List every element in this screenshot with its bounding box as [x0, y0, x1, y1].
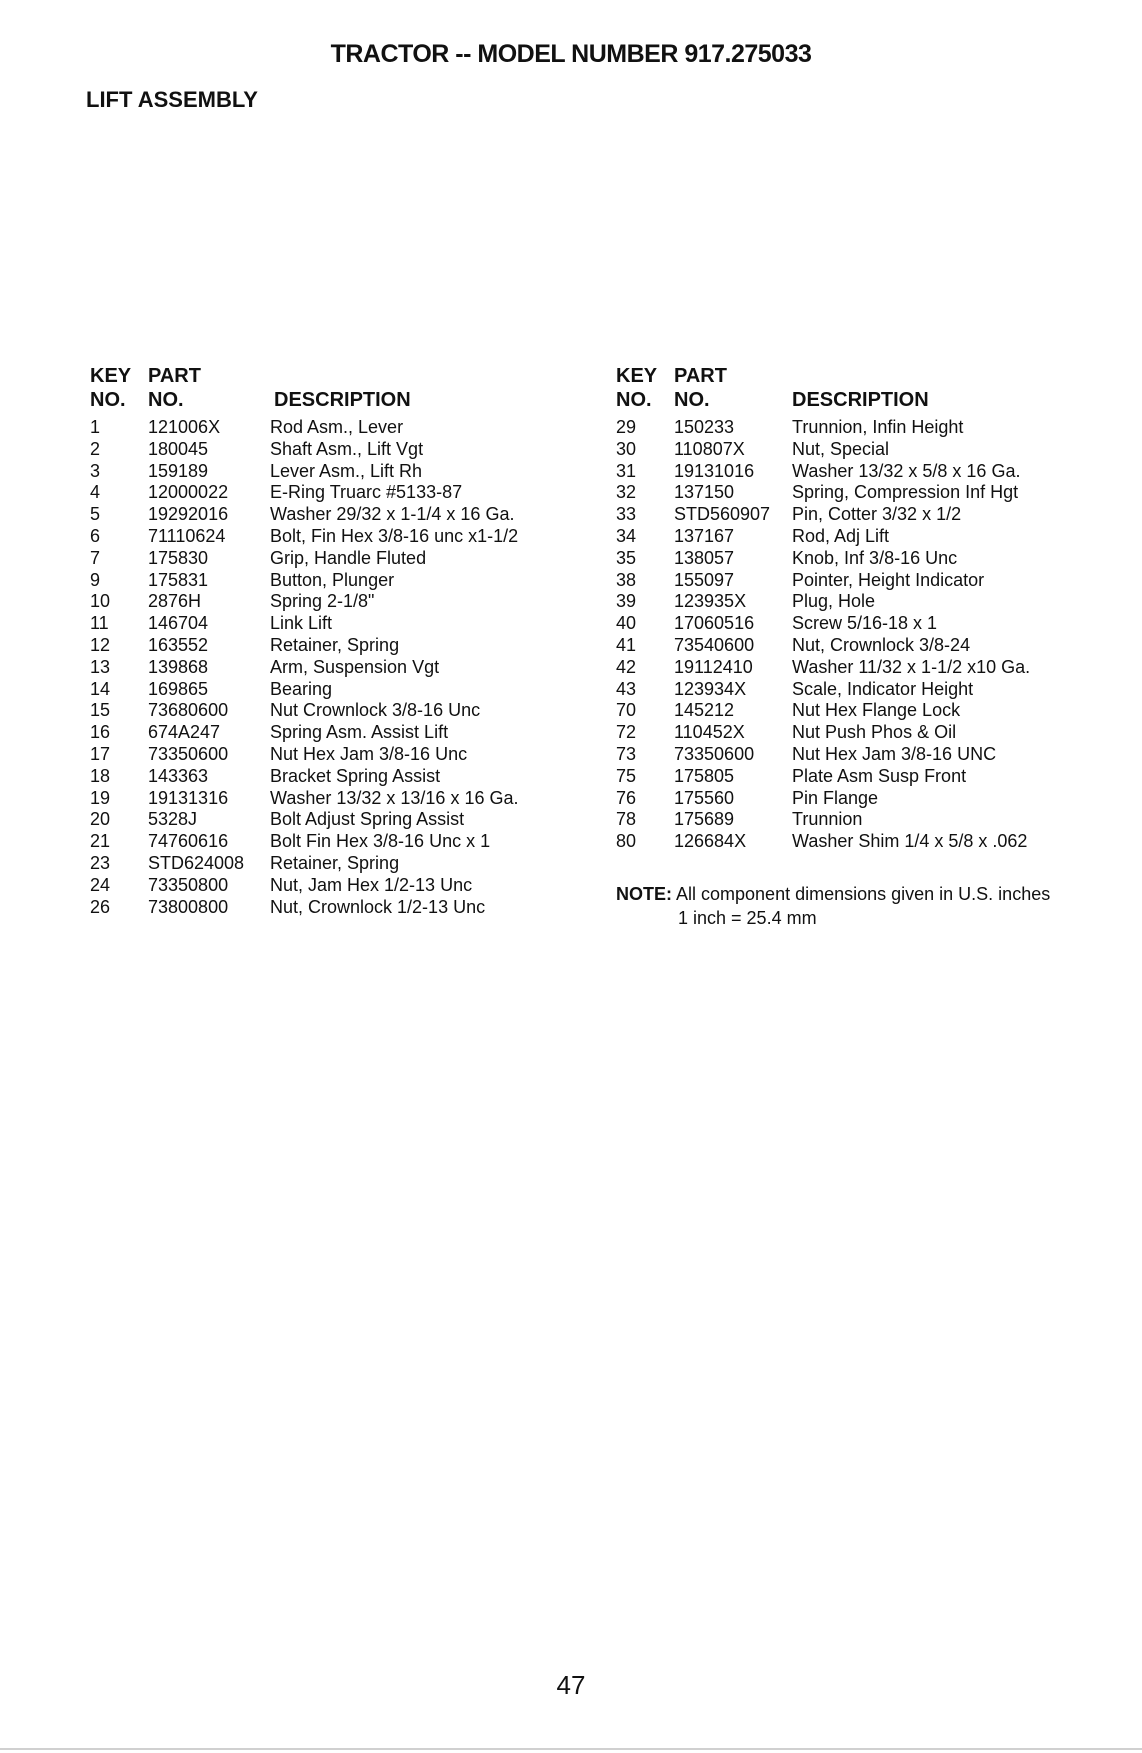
part-description: Trunnion, Infin Height — [792, 417, 964, 437]
part-number: 19112410 — [674, 656, 753, 677]
key-number: 80 — [616, 831, 637, 852]
part-number: 126684X — [674, 831, 747, 852]
part-description: Bracket Spring Assist — [270, 765, 441, 786]
part-description: Washer 11/32 x 1-1/2 x10 Ga. — [792, 656, 1031, 677]
key-number: 11 — [90, 613, 109, 634]
key-number: 78 — [616, 809, 637, 830]
key-no-header: NO. — [616, 389, 652, 411]
part-number: 73350600 — [148, 743, 229, 764]
part-description: Retainer, Spring — [270, 852, 400, 873]
part-description: Lever Asm., Lift Rh — [270, 460, 423, 481]
part-no-header: NO. — [148, 389, 184, 411]
part-description: Retainer, Spring — [270, 634, 400, 655]
part-description: Nut Hex Jam 3/8-16 Unc — [270, 743, 468, 764]
key-number: 6 — [90, 525, 101, 546]
page-title: TRACTOR -- MODEL NUMBER 917.275033 — [330, 40, 812, 68]
part-number: 137150 — [674, 482, 735, 503]
key-number: 2 — [90, 438, 101, 459]
part-number: 110807X — [674, 438, 745, 459]
part-number: 155097 — [674, 569, 735, 590]
key-number: 33 — [616, 504, 637, 525]
part-description: Trunnion — [792, 809, 863, 830]
part-number: 73800800 — [148, 896, 229, 917]
part-description: E-Ring Truarc #5133-87 — [270, 482, 463, 503]
part-number: 138057 — [674, 547, 735, 568]
key-number: 26 — [90, 896, 111, 917]
part-number: 19131016 — [674, 460, 755, 481]
key-number: 40 — [616, 613, 637, 634]
part-description: Link Lift — [270, 613, 333, 634]
part-description: Grip, Handle Fluted — [270, 547, 427, 568]
key-no-header: NO. — [90, 389, 126, 411]
part-number: 19292016 — [148, 504, 229, 525]
part-number: 73350800 — [148, 874, 229, 895]
part-description: Screw 5/16-18 x 1 — [792, 613, 938, 634]
key-number: 43 — [616, 678, 637, 699]
part-number: 71110624 — [148, 525, 226, 546]
part-description: Rod Asm., Lever — [270, 417, 404, 437]
key-number: 30 — [616, 438, 637, 459]
part-number: 150233 — [674, 417, 735, 437]
part-number: 123935X — [674, 591, 747, 612]
key-number: 3 — [90, 460, 101, 481]
note-text: All component dimensions given in U.S. inches — [676, 884, 1051, 904]
note-label: NOTE: — [616, 884, 672, 904]
page-number: 47 — [556, 1670, 586, 1700]
key-number: 42 — [616, 656, 637, 677]
part-number: STD624008 — [148, 852, 245, 873]
key-number: 70 — [616, 700, 637, 721]
dimensions-note — [616, 882, 1050, 930]
part-description: Nut, Jam Hex 1/2-13 Unc — [270, 874, 473, 895]
part-description: Plate Asm Susp Front — [792, 765, 967, 786]
key-number: 20 — [90, 809, 111, 830]
part-description: Washer 13/32 x 13/16 x 16 Ga. — [270, 787, 519, 808]
part-description: Pointer, Height Indicator — [792, 569, 985, 590]
part-number: 159189 — [148, 460, 209, 481]
scan-edge-line — [0, 1748, 1142, 1750]
key-number: 7 — [90, 547, 101, 568]
key-number: 72 — [616, 722, 637, 743]
key-number: 39 — [616, 591, 637, 612]
key-number: 4 — [90, 482, 101, 503]
part-number: 73540600 — [674, 634, 755, 655]
part-number: 110452X — [674, 722, 745, 743]
part-number: 146704 — [148, 613, 209, 634]
part-number: 2876H — [148, 591, 202, 612]
part-number: STD560907 — [674, 504, 771, 525]
part-description: Nut, Special — [792, 438, 890, 459]
part-number: 145212 — [674, 700, 735, 721]
part-description: Spring Asm. Assist Lift — [270, 722, 449, 743]
part-description: Scale, Indicator Height — [792, 678, 974, 699]
part-description: Plug, Hole — [792, 591, 876, 612]
description-header: DESCRIPTION — [274, 389, 411, 411]
part-description: Bolt Adjust Spring Assist — [270, 809, 465, 830]
part-description: Bearing — [270, 678, 333, 699]
description-header: DESCRIPTION — [792, 389, 929, 411]
part-number: 121006X — [148, 417, 221, 437]
part-number: 5328J — [148, 809, 198, 830]
part-header: PART — [148, 365, 201, 387]
part-no-header: NO. — [674, 389, 710, 411]
section-title: LIFT ASSEMBLY — [86, 87, 258, 112]
key-number: 76 — [616, 787, 637, 808]
part-header: PART — [674, 365, 727, 387]
part-number: 73350600 — [674, 743, 755, 764]
part-number: 175831 — [148, 569, 209, 590]
part-number: 19131316 — [148, 787, 229, 808]
key-number: 34 — [616, 525, 637, 546]
key-number: 32 — [616, 482, 637, 503]
part-number: 17060516 — [674, 613, 755, 634]
part-description: Bolt Fin Hex 3/8-16 Unc x 1 — [270, 831, 491, 852]
key-number: 19 — [90, 787, 111, 808]
part-number: 143363 — [148, 765, 209, 786]
part-description: Rod, Adj Lift — [792, 525, 890, 546]
key-number: 29 — [616, 417, 637, 437]
part-description: Washer Shim 1/4 x 5/8 x .062 — [792, 831, 1028, 852]
part-description: Nut, Crownlock 3/8-24 — [792, 634, 971, 655]
key-number: 21 — [90, 831, 111, 852]
part-description: Shaft Asm., Lift Vgt — [270, 438, 424, 459]
part-description: Nut Crownlock 3/8-16 Unc — [270, 700, 481, 721]
part-number: 163552 — [148, 634, 209, 655]
key-number: 18 — [90, 765, 111, 786]
part-description: Nut Push Phos & Oil — [792, 722, 957, 743]
part-number: 674A247 — [148, 722, 221, 743]
key-number: 5 — [90, 504, 101, 525]
part-number: 137167 — [674, 525, 735, 546]
part-number: 74760616 — [148, 831, 229, 852]
key-number: 16 — [90, 722, 111, 743]
key-number: 15 — [90, 700, 111, 721]
part-description: Spring 2-1/8" — [270, 591, 375, 612]
part-description: Washer 29/32 x 1-1/4 x 16 Ga. — [270, 504, 515, 525]
key-number: 9 — [90, 569, 101, 590]
part-number: 180045 — [148, 438, 209, 459]
part-number: 139868 — [148, 656, 209, 677]
part-number: 12000022 — [148, 482, 229, 503]
key-number: 35 — [616, 547, 637, 568]
part-description: Pin Flange — [792, 787, 879, 808]
part-number: 175560 — [674, 787, 735, 808]
key-number: 24 — [90, 874, 111, 895]
part-description: Pin, Cotter 3/32 x 1/2 — [792, 504, 962, 525]
note-conversion: 1 inch = 25.4 mm — [678, 908, 817, 928]
key-number: 14 — [90, 678, 111, 699]
key-number: 12 — [90, 634, 111, 655]
part-description: Knob, Inf 3/8-16 Unc — [792, 547, 958, 568]
key-header: KEY — [90, 365, 132, 387]
key-number: 17 — [90, 743, 111, 764]
part-number: 175830 — [148, 547, 209, 568]
key-number: 38 — [616, 569, 637, 590]
key-number: 23 — [90, 852, 111, 873]
part-number: 123934X — [674, 678, 747, 699]
part-number: 169865 — [148, 678, 209, 699]
part-description: Arm, Suspension Vgt — [270, 656, 440, 677]
key-number: 75 — [616, 765, 637, 786]
key-number: 10 — [90, 591, 111, 612]
key-number: 41 — [616, 634, 637, 655]
part-number: 175805 — [674, 765, 735, 786]
key-number: 31 — [616, 460, 637, 481]
part-description: Nut Hex Flange Lock — [792, 700, 961, 721]
part-number: 175689 — [674, 809, 735, 830]
key-number: 73 — [616, 743, 637, 764]
part-description: Nut, Crownlock 1/2-13 Unc — [270, 896, 486, 917]
part-number: 73680600 — [148, 700, 229, 721]
key-header: KEY — [616, 365, 658, 387]
part-description: Button, Plunger — [270, 569, 395, 590]
part-description: Spring, Compression Inf Hgt — [792, 482, 1019, 503]
part-description: Nut Hex Jam 3/8-16 UNC — [792, 743, 997, 764]
part-description: Bolt, Fin Hex 3/8-16 unc x1-1/2 — [270, 525, 519, 546]
key-number: 1 — [90, 417, 101, 437]
part-description: Washer 13/32 x 5/8 x 16 Ga. — [792, 460, 1021, 481]
key-number: 13 — [90, 656, 111, 677]
